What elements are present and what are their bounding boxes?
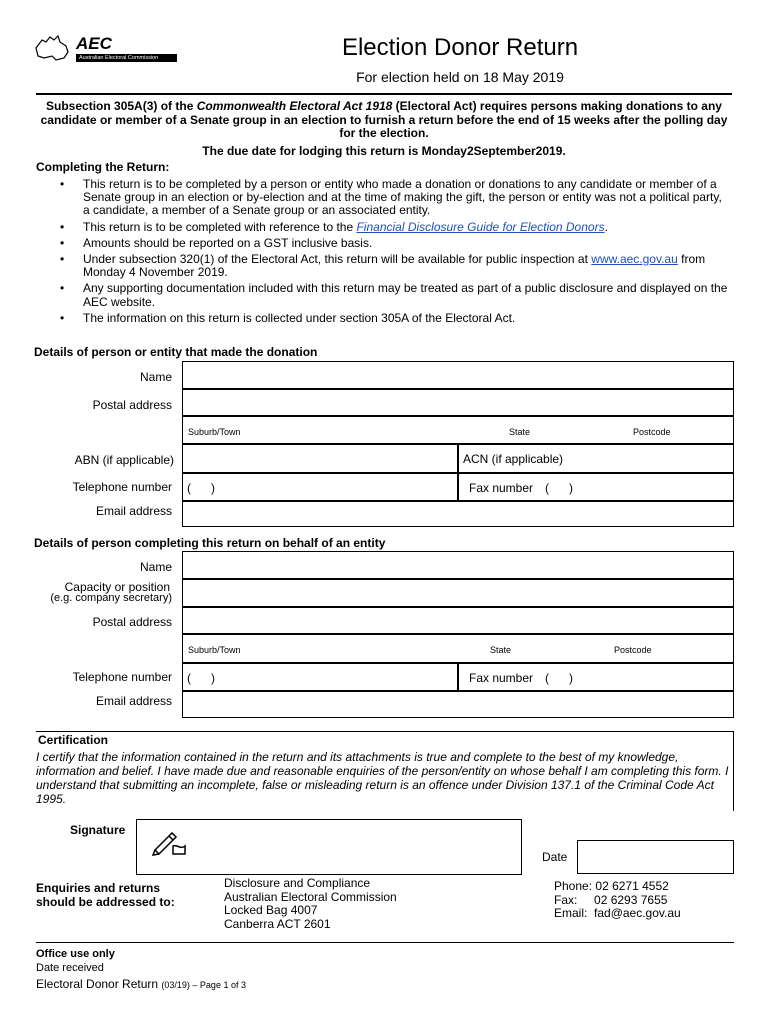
page-title: Election Donor Return [341, 34, 579, 61]
completer-heading: Details of person completing this return on behalf of an entity [34, 536, 386, 550]
acn-label: ACN (if applicable) [463, 452, 564, 466]
list-item [40, 312, 730, 325]
email-label: Email address [95, 504, 172, 518]
acn-field[interactable] [458, 444, 734, 473]
completer-fax-field[interactable] [458, 663, 734, 691]
phone-value: 02 6271 4552 [595, 879, 669, 893]
completer-suburb-row[interactable] [182, 634, 734, 663]
date-label: Date [542, 850, 568, 864]
fax-field[interactable] [458, 473, 734, 501]
capacity-label: Capacity or position [64, 580, 170, 594]
phone-label: Phone: [554, 879, 593, 893]
completer-name-label: Name [139, 560, 172, 574]
email-value: fad@aec.gov.au [594, 906, 681, 920]
list-item [40, 282, 730, 308]
list-item [40, 237, 730, 250]
pen-writing-icon [151, 832, 187, 856]
bullet-text: . [604, 219, 608, 234]
suburb-label: Suburb/Town [188, 427, 241, 437]
email-line [554, 907, 681, 921]
donor-name-field[interactable] [182, 361, 734, 389]
donor-name-label: Name [139, 370, 172, 384]
disclosure-guide-link[interactable]: Financial Disclosure Guide for Election Donors [356, 219, 605, 234]
date-received-label: Date received [36, 962, 104, 974]
logo-subtext: Australian Electoral Commission [76, 54, 177, 62]
capacity-hint: (e.g. company secretary) [50, 592, 172, 604]
state-label: State [490, 645, 512, 655]
form-footer [36, 977, 246, 991]
bullet-text: from Monday 4 November 2019. [83, 252, 706, 280]
suburb-label: Suburb/Town [188, 645, 241, 655]
address-line: Canberra ACT 2601 [224, 916, 331, 931]
completer-telephone-label: Telephone number [72, 670, 172, 684]
donor-postal-label: Postal address [92, 398, 172, 412]
fax-value: 02 6293 7655 [594, 892, 668, 907]
list-item [40, 178, 730, 218]
fax-label: Fax number [469, 481, 534, 495]
signature-field[interactable] [136, 819, 522, 875]
enquiries-label-line2: should be addressed to: [36, 895, 175, 909]
donor-postal-field[interactable] [182, 389, 734, 416]
address-line: Disclosure and Compliance [224, 876, 371, 890]
instructions-list [40, 178, 730, 328]
state-label: State [509, 427, 531, 437]
footer-rule [36, 942, 734, 943]
bullet-text: Any supporting documentation included with this return may be treated as part of a public disclosure and displayed on the AEC website. [83, 281, 728, 309]
bullet-text: The information on this return is collected under section 305A of the Electoral Act. [83, 310, 516, 325]
completer-email-field[interactable] [182, 691, 734, 718]
email-field[interactable] [182, 501, 734, 527]
aec-logo [32, 34, 178, 64]
date-field[interactable] [577, 840, 734, 874]
office-use-label: Office use only [36, 948, 115, 960]
intro-part1: Subsection 305A(3) of the [46, 99, 197, 113]
bullet-text: This return is to be completed with reference to the [83, 219, 357, 234]
telephone-field[interactable] [182, 473, 458, 501]
act-name: Commonwealth Electoral Act 1918 [196, 99, 393, 113]
abn-field[interactable] [182, 444, 458, 473]
phone-line [554, 880, 681, 894]
capacity-field[interactable] [182, 579, 734, 607]
tel-area-code: ( ) [187, 671, 215, 685]
completer-telephone-field[interactable] [182, 663, 458, 691]
completing-heading: Completing the Return: [36, 160, 170, 174]
donor-heading: Details of person or entity that made the donation [34, 345, 318, 359]
fax-contact-label: Fax: [554, 892, 578, 907]
postal-address-block [224, 877, 397, 931]
list-item [40, 253, 730, 279]
completer-email-label: Email address [95, 694, 172, 708]
certification-rule [36, 731, 734, 732]
bullet-text: Under subsection 320(1) of the Electoral Act, this return will be available for public inspection at [83, 252, 592, 267]
certification-text: I certify that the information contained in the return and its attachments is true and complete to the best of my knowledge, information and belief. I have made due and reasonable enquiries of the person/entity on whose behalf I am completing this form. I understand that submitting an incomplete, false or misleading return is an offence under Division 137.1 of the Criminal Code Act 1995. [36, 750, 729, 806]
address-line: Australian Electoral Commission [224, 889, 397, 904]
enquiries-label-line1: Enquiries and returns [36, 881, 161, 895]
tel-area-code: ( ) [187, 481, 215, 495]
form-name: Electoral Donor Return [36, 977, 159, 991]
fax-area-code: ( ) [545, 481, 573, 495]
address-line: Locked Bag 4007 [224, 903, 318, 917]
list-item [40, 221, 730, 234]
form-code: (03/19) – Page 1 of 3 [161, 980, 246, 990]
donor-suburb-row[interactable] [182, 416, 734, 444]
email-contact-label: Email: [554, 906, 588, 920]
fax-line [554, 894, 681, 908]
logo-text: AEC [76, 34, 112, 53]
header-rule [36, 93, 732, 95]
contact-block [554, 880, 681, 921]
certification-heading: Certification [38, 733, 109, 747]
page-subtitle: For election held on 18 May 2019 [356, 69, 564, 85]
fax-area-code: ( ) [545, 671, 573, 685]
enquiries-label [36, 881, 175, 909]
completer-name-field[interactable] [182, 551, 734, 579]
intro-text [36, 100, 732, 141]
completer-postal-label: Postal address [92, 615, 172, 629]
aec-website-link[interactable]: www.aec.gov.au [591, 252, 678, 267]
abn-label: ABN (if applicable) [74, 453, 174, 467]
due-date: The due date for lodging this return is Monday2September2019. [202, 144, 566, 158]
telephone-label: Telephone number [72, 480, 172, 494]
postcode-label: Postcode [633, 427, 671, 437]
postcode-label: Postcode [614, 645, 652, 655]
bullet-text: This return is to be completed by a person or entity who made a donation or donations to any candidate or member of a Senate group in an election or by-election and at the time of making the gift, the person or entity was not a political party, a candidate, a member of a Senate group or an associated entity. [83, 177, 722, 218]
bullet-text: Amounts should be reported on a GST inclusive basis. [83, 235, 373, 250]
signature-label: Signature [70, 823, 126, 837]
fax-label: Fax number [469, 671, 534, 685]
intro-part2: (Electoral Act) requires persons making donations to any candidate or member of a Senate group in an election to furnish a return before the end of 15 weeks after the polling day for the election. [40, 99, 728, 140]
completer-postal-field[interactable] [182, 607, 734, 634]
australia-map-icon [32, 34, 72, 64]
